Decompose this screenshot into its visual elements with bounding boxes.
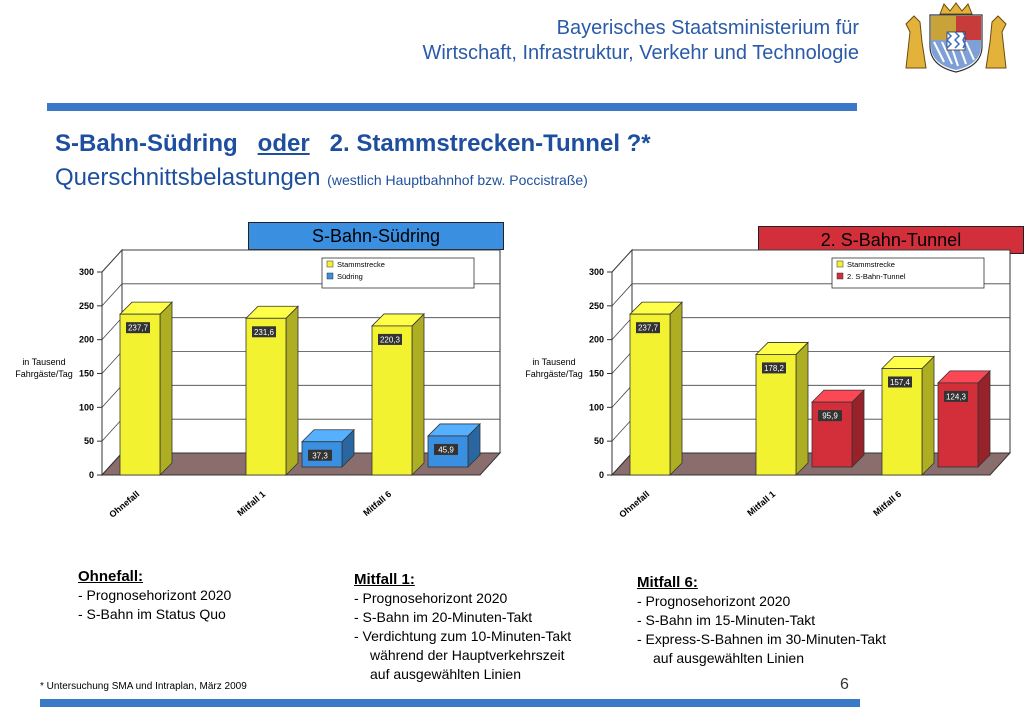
case-item-continuation: während der Hauptverkehrszeit <box>370 647 565 663</box>
category-label: Ohnefall <box>617 488 652 520</box>
y-tick-label: 300 <box>588 267 604 277</box>
y-tick-label: 300 <box>78 267 94 277</box>
page-number: 6 <box>840 676 849 693</box>
case-heading: Ohnefall: <box>78 568 144 585</box>
case-item-continuation: auf ausgewählten Linien <box>370 666 522 682</box>
y-axis-label: Fahrgäste/Tag <box>525 369 583 379</box>
title-suedring: S-Bahn-Südring <box>55 130 238 157</box>
bar-side <box>796 342 808 475</box>
case-item: - S-Bahn im 15-Minuten-Takt <box>637 612 816 628</box>
title-oder: oder <box>257 130 310 157</box>
bar-side <box>412 314 424 475</box>
y-tick-label: 250 <box>588 300 604 311</box>
footer-rule <box>40 699 860 707</box>
slide-subtitle <box>55 164 588 192</box>
legend-label: Südring <box>337 272 363 281</box>
case-item: - Prognosehorizont 2020 <box>354 590 508 606</box>
bar-side <box>922 356 934 475</box>
category-label: Mitfall 1 <box>745 488 778 519</box>
subtitle-note: (westlich Hauptbahnhof bzw. Poccistraße) <box>327 172 588 188</box>
data-label: 237,7 <box>637 323 659 333</box>
slide-title <box>55 130 651 158</box>
case-item-continuation: auf ausgewählten Linien <box>653 650 805 666</box>
data-label: 157,4 <box>889 377 911 387</box>
bar-stammstrecke <box>372 326 412 475</box>
chart-title-tunnel: 2. S-Bahn-Tunnel <box>758 226 1024 254</box>
y-tick-label: 100 <box>78 402 94 413</box>
case-item: - Prognosehorizont 2020 <box>637 593 791 609</box>
y-tick-label: 150 <box>78 368 94 379</box>
case-item: - Prognosehorizont 2020 <box>78 587 232 603</box>
category-label: Mitfall 6 <box>361 488 394 519</box>
category-label: Mitfall 6 <box>871 488 904 519</box>
data-label: 95,9 <box>822 411 838 421</box>
case-item: - S-Bahn im 20-Minuten-Takt <box>354 609 533 625</box>
case-item: - Express-S-Bahnen im 30-Minuten-Takt <box>637 631 886 647</box>
data-label: 237,7 <box>127 323 149 333</box>
bar-stammstrecke <box>120 314 160 475</box>
data-label: 45,9 <box>438 445 454 455</box>
data-label: 37,3 <box>312 451 328 461</box>
case-item: - S-Bahn im Status Quo <box>78 606 226 622</box>
y-tick-label: 100 <box>588 402 604 413</box>
y-tick-label: 0 <box>598 470 604 480</box>
ministry-line-2: Wirtschaft, Infrastruktur, Verkehr und Technologie <box>422 42 859 64</box>
y-tick-label: 50 <box>83 436 94 447</box>
legend-swatch <box>837 273 843 279</box>
category-label: Mitfall 1 <box>235 488 268 519</box>
data-label: 178,2 <box>763 363 785 373</box>
bar-side <box>286 306 298 475</box>
legend-label: Stammstrecke <box>337 260 385 269</box>
y-axis-label: in Tausend <box>22 357 66 367</box>
chart-tunnel <box>520 240 1020 540</box>
ministry-name <box>422 16 859 66</box>
legend-label: Stammstrecke <box>847 260 895 269</box>
y-axis-label: in Tausend <box>532 357 576 367</box>
data-label: 220,3 <box>379 335 401 345</box>
bar-side <box>670 302 682 475</box>
y-tick-label: 200 <box>78 334 94 345</box>
subtitle-main: Querschnittsbelastungen <box>55 164 321 191</box>
y-tick-label: 150 <box>588 368 604 379</box>
legend-label: 2. S-Bahn-Tunnel <box>847 272 906 281</box>
bar-stammstrecke <box>246 318 286 475</box>
case-heading: Mitfall 1: <box>354 571 415 588</box>
bavarian-coat-of-arms-logo <box>900 2 1012 74</box>
chart-suedring <box>10 240 510 540</box>
category-label: Ohnefall <box>107 488 142 520</box>
case-mitfall-6 <box>637 573 886 668</box>
y-tick-label: 200 <box>588 334 604 345</box>
title-tunnel: 2. Stammstrecken-Tunnel ?* <box>329 130 651 157</box>
bar-side <box>852 390 864 467</box>
case-mitfall-1 <box>354 570 571 684</box>
legend-swatch <box>327 261 333 267</box>
y-axis-label: Fahrgäste/Tag <box>15 369 73 379</box>
case-item: - Verdichtung zum 10-Minuten-Takt <box>354 628 572 644</box>
case-heading: Mitfall 6: <box>637 574 698 591</box>
bar-stammstrecke <box>630 314 670 475</box>
ministry-line-1: Bayerisches Staatsministerium für <box>556 17 859 39</box>
y-tick-label: 250 <box>78 300 94 311</box>
footnote: * Untersuchung SMA und Intraplan, März 2009 <box>40 681 247 692</box>
data-label: 231,6 <box>253 327 275 337</box>
data-label: 124,3 <box>945 392 967 402</box>
legend-swatch <box>837 261 843 267</box>
bar-side <box>160 302 172 475</box>
chart-title-suedring: S-Bahn-Südring <box>248 222 504 250</box>
legend-swatch <box>327 273 333 279</box>
case-ohnefall <box>78 567 231 624</box>
bar-side <box>978 371 990 467</box>
header-rule <box>47 103 857 111</box>
y-tick-label: 0 <box>88 470 94 480</box>
y-tick-label: 50 <box>593 436 604 447</box>
